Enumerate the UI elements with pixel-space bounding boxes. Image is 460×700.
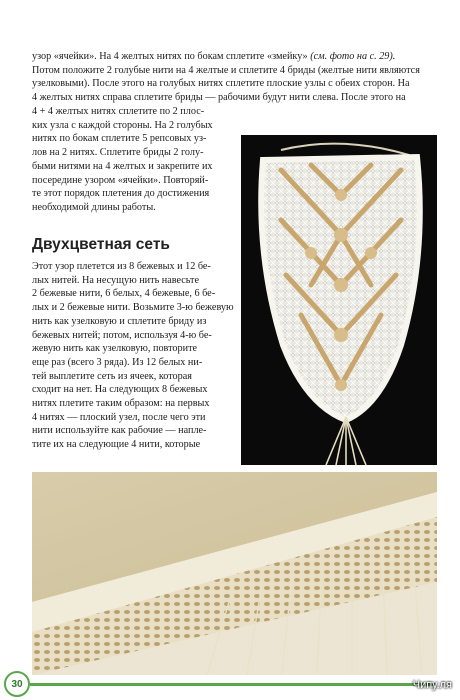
text-line: те этот порядок плетения до достижения bbox=[32, 188, 210, 200]
text-line: 4 + 4 желтых нитях сплетите по 2 плос- bbox=[32, 106, 205, 117]
text-line: 4 нитях — плоский узел, после чего эти bbox=[32, 411, 206, 423]
towel-fringe-illustration bbox=[32, 472, 437, 675]
text-line: нить как узелковую и сплетите бриду из bbox=[32, 315, 207, 327]
text-line: Этот узор плетется из 8 бежевых и 12 бе- bbox=[32, 261, 211, 272]
towel-fringe-photo bbox=[32, 472, 437, 675]
text-line: сходит на нет. На следующих 8 бежевых bbox=[32, 384, 208, 396]
text-line: нитях по бокам сплетите 5 репсовых уз- bbox=[32, 133, 207, 145]
text-line: необходимой длины работы. bbox=[32, 201, 156, 213]
watermark: Чипу.ля bbox=[412, 679, 452, 691]
left-column-bottom bbox=[32, 260, 242, 452]
section-heading: Двухцветная сеть bbox=[32, 236, 170, 253]
macrame-sample-photo bbox=[241, 135, 437, 465]
text-line: жевую нить как узелковую, повторите bbox=[32, 343, 198, 355]
text-line: ких узла с каждой стороны. На 2 голубых bbox=[32, 119, 213, 131]
top-paragraph bbox=[32, 50, 436, 105]
text-line: быми нитями на 4 желтых и закрепите их bbox=[32, 160, 213, 172]
text-line: лых и 2 бежевые нити. Возьмите 3-ю бежевую bbox=[32, 302, 234, 314]
text-line: бежевых нитей; потом, используя 4-ю бе- bbox=[32, 329, 212, 341]
text-line: лых нитей. На несущую нить навесьте bbox=[32, 274, 200, 286]
text-line: еще раз (всего 3 ряда). Из 12 белых ни- bbox=[32, 356, 203, 368]
text-line: 4 желтых нитях справа сплетите бриды — рабочими будут нити слева. После этого на bbox=[32, 92, 406, 104]
text-line: 2 бежевые нити, 6 белых, 4 бежевые, 6 бе- bbox=[32, 288, 216, 300]
left-column-top bbox=[32, 105, 242, 215]
text-line: тите их на следующие 4 нити, которые bbox=[32, 439, 201, 451]
text-line: узор «ячейки». На 4 желтых нитях по бокам сплетите «змейку» (см. фото на с. 29). bbox=[32, 51, 396, 62]
text-line: Потом положите 2 голубые нити на 4 желтые и сплетите 4 бриды (желтые нити являются bbox=[32, 64, 420, 76]
text-line: лов на 2 нитях. Сплетите бриды 2 голу- bbox=[32, 147, 204, 159]
text-line: тей выплетите сеть из ячеек, которая bbox=[32, 370, 192, 382]
text-line: узелковыми). После этого на голубых нитях сплетите плоские узлы с обеих сторон. На bbox=[32, 78, 410, 90]
macrame-sample-illustration bbox=[241, 135, 437, 465]
text-line: нитях плетите таким образом: на первых bbox=[32, 398, 210, 410]
footer-bar bbox=[30, 683, 435, 686]
text-line: посередине узором «ячейки». Повторяй- bbox=[32, 174, 209, 186]
text-line: нити используйте как рабочие — напле- bbox=[32, 425, 207, 437]
page-number: 30 bbox=[4, 671, 30, 697]
